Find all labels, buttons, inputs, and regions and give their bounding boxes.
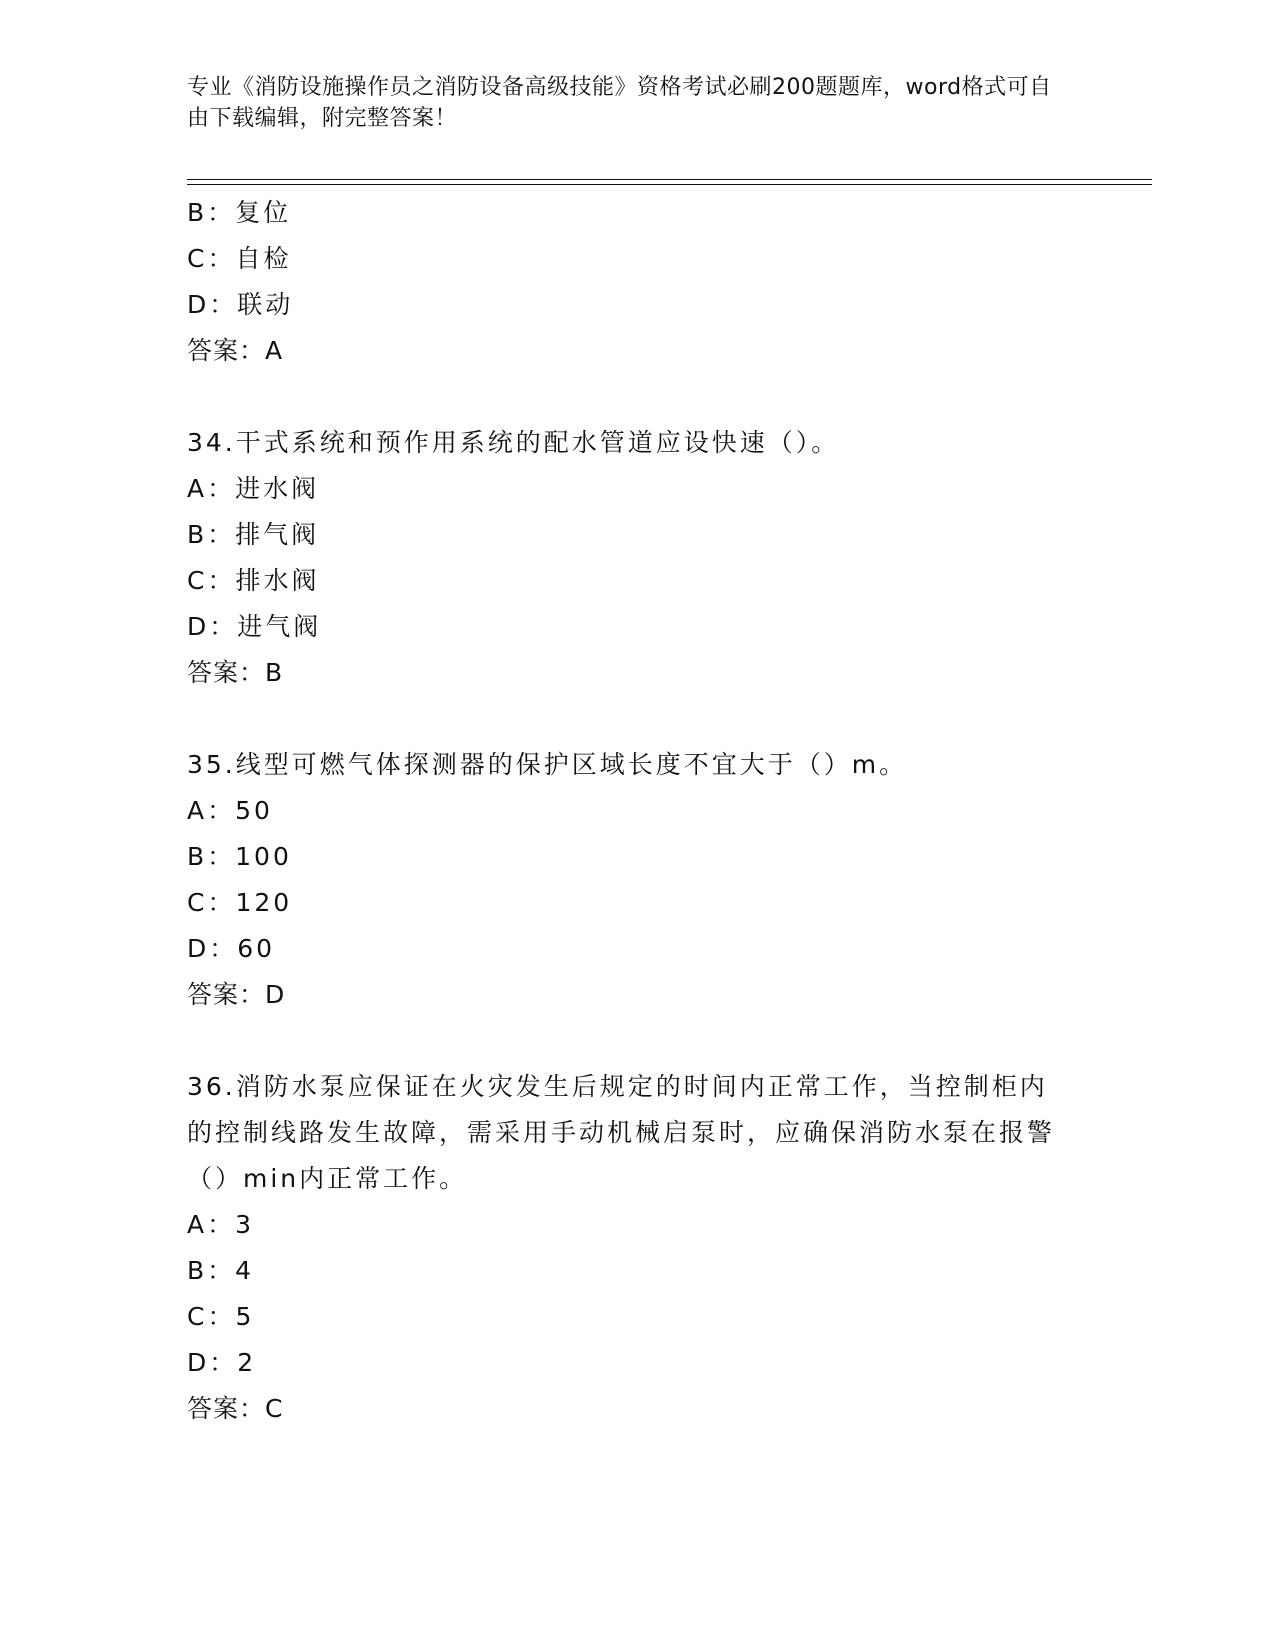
option-text: 4 — [235, 1256, 255, 1285]
option-label: D： — [187, 612, 238, 641]
option-a — [187, 466, 1087, 512]
option-label: D： — [187, 1348, 238, 1377]
option-b — [187, 834, 1087, 880]
question-text: 34.干式系统和预作用系统的配水管道应设快速（）。 — [187, 428, 840, 457]
option-text: 100 — [235, 842, 292, 871]
option-label: C： — [187, 1302, 236, 1331]
option-label: C： — [187, 888, 236, 917]
question-list — [187, 190, 1087, 1432]
option-label: A： — [187, 474, 236, 503]
option-a — [187, 788, 1087, 834]
option-text: 60 — [237, 934, 276, 963]
question-block-35 — [187, 742, 1087, 1018]
option-d — [187, 1340, 1087, 1386]
option-text: 联动 — [237, 290, 294, 319]
option-label: B： — [187, 1256, 236, 1285]
option-text: 5 — [235, 1302, 255, 1331]
option-c — [187, 880, 1087, 926]
option-label: D： — [187, 290, 238, 319]
option-label: A： — [187, 796, 236, 825]
header-divider-top — [187, 179, 1152, 180]
option-a — [187, 1202, 1087, 1248]
option-label: B： — [187, 198, 236, 227]
question-block-34 — [187, 420, 1087, 696]
header-divider-bottom — [187, 184, 1152, 185]
answer: 答案：A — [187, 336, 284, 365]
question-block-36 — [187, 1064, 1087, 1432]
option-text: 排气阀 — [235, 520, 320, 549]
option-label: C： — [187, 566, 236, 595]
answer: 答案：D — [187, 980, 286, 1009]
option-text: 进气阀 — [237, 612, 322, 641]
spacer — [187, 696, 1087, 742]
option-c — [187, 236, 1087, 282]
option-text: 50 — [235, 796, 273, 825]
option-c — [187, 1294, 1087, 1340]
option-text: 复位 — [235, 198, 292, 227]
option-text: 3 — [235, 1210, 255, 1239]
option-text: 进水阀 — [235, 474, 320, 503]
option-label: C： — [187, 244, 236, 273]
answer: 答案：B — [187, 658, 284, 687]
question-block-prev — [187, 190, 1087, 374]
document-header: 专业《消防设施操作员之消防设备高级技能》资格考试必刷200题题库，word格式可自由下载编辑，附完整答案！ — [187, 75, 1052, 131]
option-label: B： — [187, 842, 236, 871]
option-label: D： — [187, 934, 238, 963]
spacer — [187, 1018, 1087, 1064]
option-c — [187, 558, 1087, 604]
option-b — [187, 1248, 1087, 1294]
option-label: A： — [187, 1210, 236, 1239]
option-label: B： — [187, 520, 236, 549]
spacer — [187, 374, 1087, 420]
question-text: 35.线型可燃气体探测器的保护区域长度不宜大于（）m。 — [187, 750, 908, 779]
option-text: 120 — [235, 888, 293, 917]
option-text: 自检 — [235, 244, 292, 273]
option-text: 2 — [237, 1348, 257, 1377]
option-d — [187, 604, 1087, 650]
option-text: 排水阀 — [235, 566, 320, 595]
option-d — [187, 282, 1087, 328]
option-b — [187, 190, 1087, 236]
question-text: 36.消防水泵应保证在火灾发生后规定的时间内正常工作，当控制柜内的控制线路发生故障，需采用手动机械启泵时，应确保消防水泵在报警（）min内正常工作。 — [187, 1072, 1056, 1193]
option-d — [187, 926, 1087, 972]
answer: 答案：C — [187, 1394, 284, 1423]
option-b — [187, 512, 1087, 558]
